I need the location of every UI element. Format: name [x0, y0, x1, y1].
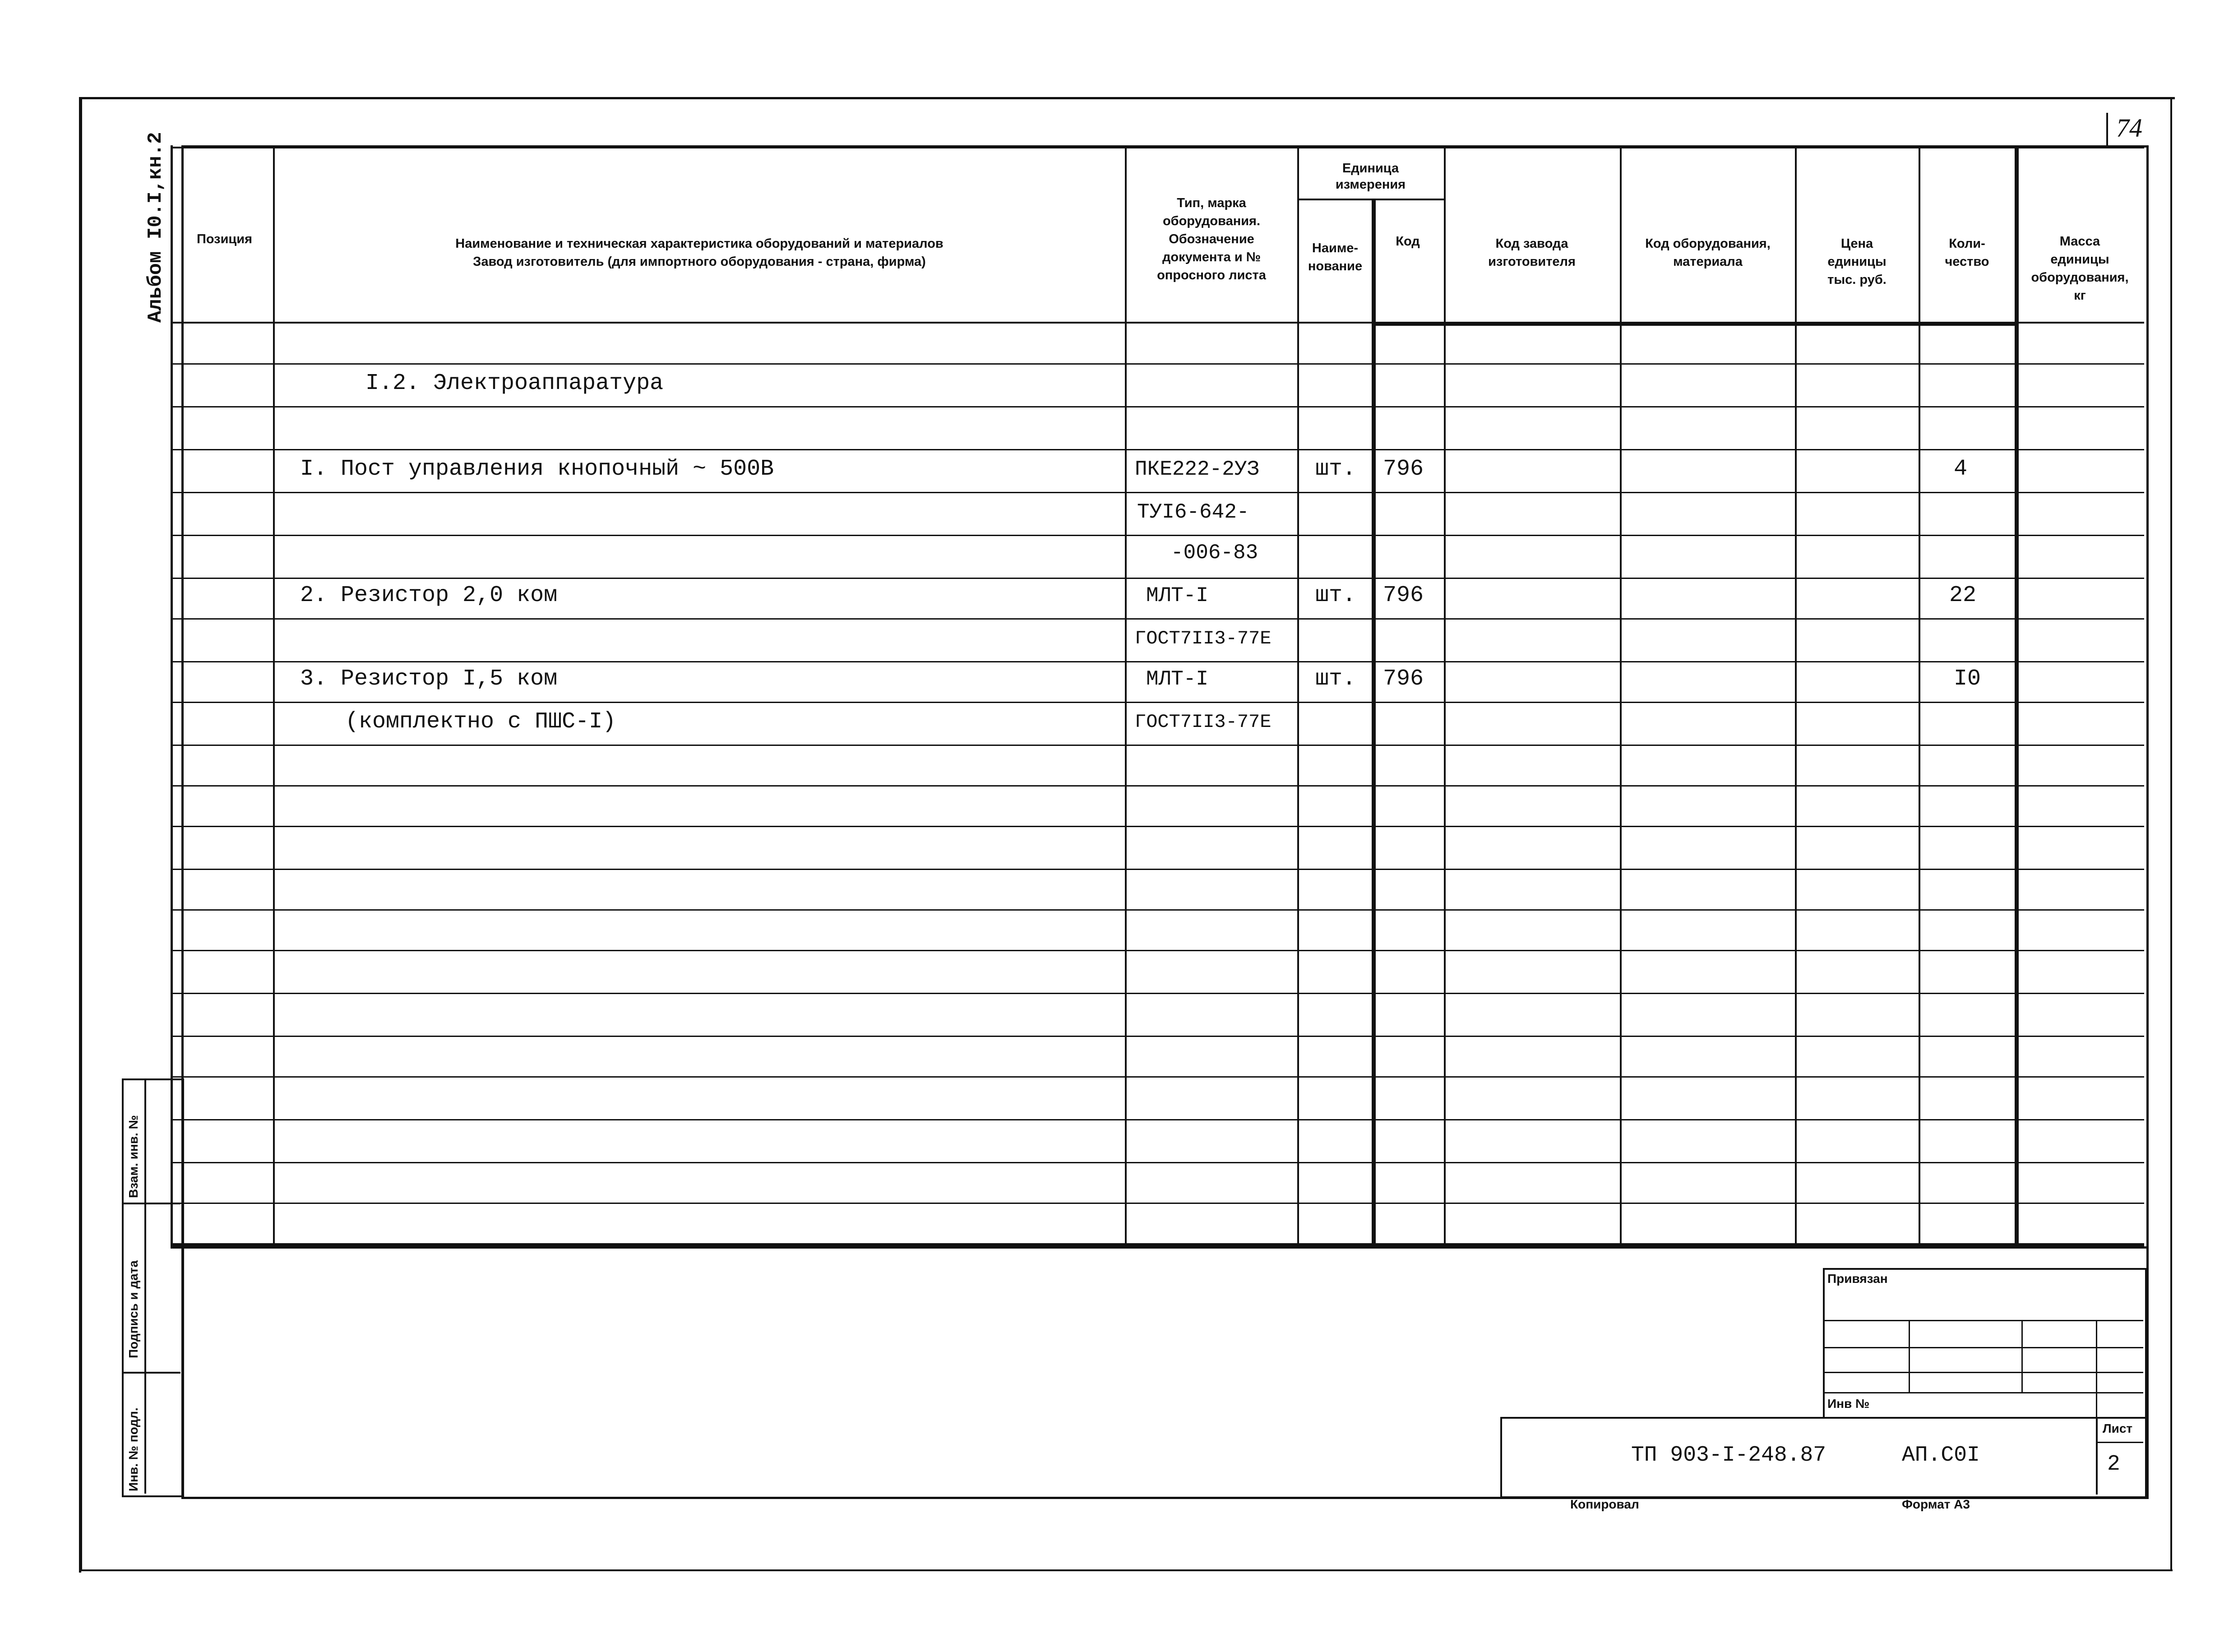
row-line	[171, 661, 2144, 662]
side-stamp-row2	[122, 1372, 180, 1374]
row-line	[171, 826, 2144, 827]
row-line	[171, 1119, 2144, 1120]
thick-data-top	[1372, 322, 2017, 326]
header-edinica: Единица измерения	[1335, 161, 1406, 192]
col-line-6	[1620, 147, 1622, 1245]
row-line	[171, 950, 2144, 951]
item-name: I. Пост управления кнопочный ~ 500В	[300, 456, 774, 482]
item-type: МЛТ-I	[1146, 584, 1209, 607]
item-code: 796	[1383, 666, 1424, 692]
header-massa: Масса единицы оборудования, кг	[2031, 234, 2129, 303]
list-label: Лист	[2103, 1421, 2133, 1435]
col-line-4	[1372, 199, 1376, 1245]
unit-group-divider	[1297, 199, 1444, 200]
privyazan-row	[1823, 1392, 2143, 1393]
col-line-8	[1919, 147, 1920, 1245]
header-tip-marka: Тип, марка оборудования. Обозначение документа и № опросного листа	[1157, 196, 1266, 282]
row-line	[171, 492, 2144, 493]
privyazan-row	[1823, 1372, 2143, 1373]
row-line	[171, 618, 2144, 620]
page-number: 74	[2116, 113, 2142, 143]
inv-no-label: Инв №	[1827, 1397, 1870, 1411]
row-line	[171, 1076, 2144, 1078]
row-line	[171, 363, 2144, 365]
col-line-1	[273, 147, 275, 1245]
header-kod-oborudovania: Код оборудования, материала	[1645, 236, 1771, 269]
col-line-9	[2015, 147, 2019, 1245]
row-line	[171, 909, 2144, 911]
header-kolichestvo: Коли- чество	[1945, 236, 1989, 269]
col-line-3	[1297, 147, 1299, 1245]
row-line	[171, 535, 2144, 536]
inv-podl-label: Инв. № подл.	[126, 1407, 140, 1491]
format-label: Формат А3	[1902, 1497, 1970, 1511]
item-code: 796	[1383, 456, 1424, 482]
col-line-5	[1444, 147, 1446, 1245]
main-stamp-divider	[2096, 1417, 2098, 1495]
col-line-2	[1125, 147, 1127, 1245]
row-line	[171, 785, 2144, 787]
table-top-line	[171, 147, 2144, 148]
item-type: ПКЕ222-2УЗ	[1135, 458, 1260, 481]
page-number-box-left	[2106, 113, 2108, 145]
list-label-line	[2096, 1442, 2143, 1443]
header-pozicia: Позиция	[197, 232, 252, 246]
podpis-data-label: Подпись и дата	[126, 1260, 140, 1358]
item-type: ГОСТ7II3-77Е	[1135, 711, 1272, 733]
row-line	[171, 1203, 2144, 1204]
vzam-inv-label: Взам. инв. №	[126, 1115, 140, 1198]
album-label: Альбом I0.I,кн.2	[144, 132, 167, 323]
privyazan-block	[1823, 1268, 2147, 1419]
sheet-left-edge	[80, 97, 82, 1570]
header-cena: Цена единицы тыс. руб.	[1827, 236, 1887, 287]
row-line	[171, 745, 2144, 746]
col-line-7	[1795, 147, 1797, 1245]
privyazan-col	[2096, 1320, 2097, 1417]
section-heading: I.2. Электроаппаратура	[365, 370, 664, 396]
header-naim-short: Наиме- нование	[1308, 241, 1363, 273]
item-qty: 22	[1949, 583, 1977, 608]
row-line	[171, 578, 2144, 579]
item-type: -006-83	[1171, 541, 1258, 565]
sheet-right-edge	[2170, 97, 2172, 1570]
item-type: МЛТ-I	[1146, 667, 1209, 691]
item-type: ГОСТ7II3-77Е	[1135, 628, 1272, 649]
item-unit: шт.	[1315, 666, 1356, 692]
row-line	[171, 1036, 2144, 1037]
row-line	[171, 993, 2144, 994]
row-line	[171, 1162, 2144, 1163]
kopiroval-label: Копировал	[1570, 1497, 1639, 1511]
list-number: 2	[2107, 1452, 2120, 1476]
item-code: 796	[1383, 583, 1424, 608]
doc-code: ТП 903-I-248.87	[1631, 1443, 1826, 1467]
item-name: (комплектно с ПШС-I)	[345, 709, 616, 735]
privyazan-row	[1823, 1347, 2143, 1348]
privyazan-label: Привязан	[1827, 1272, 1888, 1286]
doc-sheet: АП.С0I	[1902, 1443, 1980, 1467]
spec-table-frame	[171, 145, 2149, 1249]
item-type: ТУI6-642-	[1137, 500, 1249, 524]
item-qty: I0	[1954, 666, 1981, 692]
privyazan-col	[1909, 1320, 1910, 1392]
row-line	[171, 406, 2144, 407]
item-name: 3. Резистор I,5 ком	[300, 666, 558, 692]
item-unit: шт.	[1315, 583, 1356, 608]
header-kod-zavoda: Код завода изготовителя	[1488, 236, 1576, 269]
item-unit: шт.	[1315, 456, 1356, 482]
item-name: 2. Резистор 2,0 ком	[300, 583, 558, 608]
row-line	[171, 702, 2144, 703]
side-stamp-divider	[144, 1078, 146, 1494]
privyazan-col	[2021, 1320, 2023, 1392]
row-line	[171, 869, 2144, 870]
privyazan-row	[1823, 1320, 2143, 1321]
sheet-bottom-edge	[81, 1569, 2173, 1571]
header-naimenovanie: Наименование и техническая характеристика оборудований и материалов Завод изготовитель (для импортного оборудования - страна, фирма)	[455, 236, 943, 269]
item-qty: 4	[1954, 456, 1968, 482]
header-kod: Код	[1396, 234, 1420, 249]
table-bottom-line	[171, 1243, 2144, 1247]
row-line	[171, 449, 2144, 450]
